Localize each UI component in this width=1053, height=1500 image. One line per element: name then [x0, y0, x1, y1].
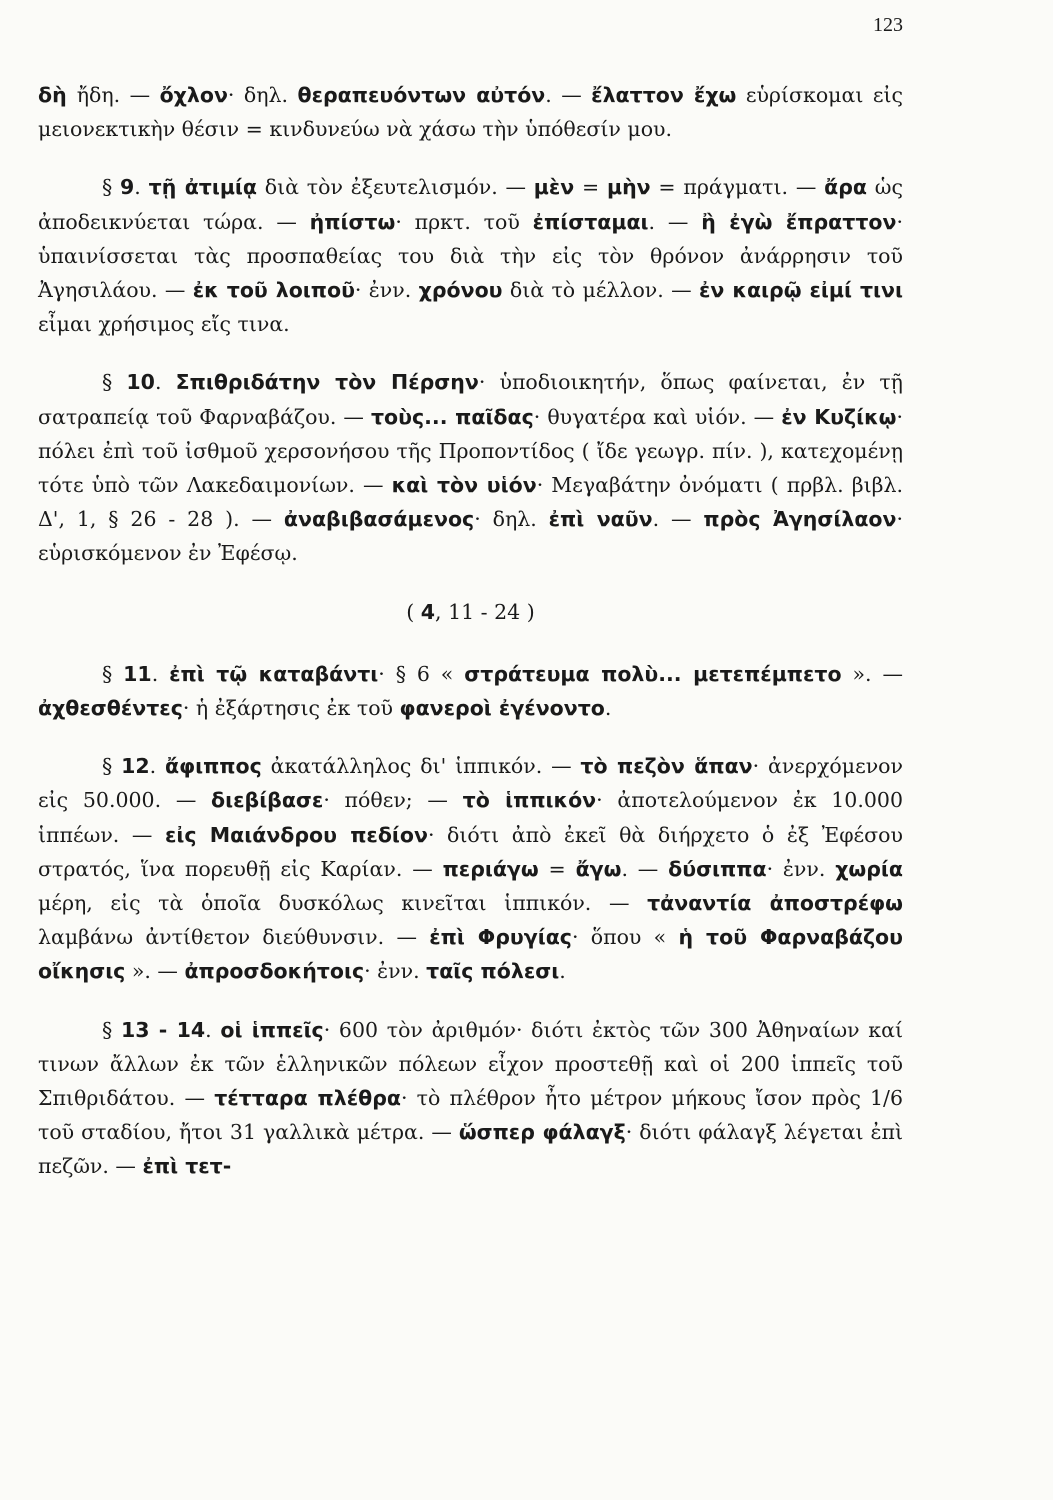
lemma-term: 11: [123, 661, 152, 686]
commentary-run: , 11 - 24 ): [435, 599, 535, 624]
lemma-term: δύσιππα: [668, 856, 767, 881]
commentary-run: · διότι φάλαγξ λέγεται ἐπὶ πεζῶν. —: [38, 1120, 903, 1179]
lemma-term: ἀναβιβασάμενος: [283, 507, 475, 532]
lemma-term: ἐπὶ τετ-: [142, 1154, 232, 1179]
commentary-run: §: [102, 754, 122, 779]
lemma-term: 13 - 14: [120, 1017, 206, 1042]
lemma-term: θεραπευόντων αὐτόν: [297, 83, 546, 107]
commentary-run: · δηλ.: [474, 507, 549, 532]
commentary-run: εὑρίσκομαι εἰς μειονεκτικὴν θέσιν = κινδυνεύω νὰ χάσω τὴν ὑπόθεσίν μου.: [38, 83, 903, 142]
commentary-run: εἶμαι χρήσιμος εἴς τινα.: [38, 312, 290, 337]
commentary-run: · ἐνν.: [766, 856, 836, 881]
commentary-run: · ὅπου «: [571, 925, 679, 950]
lemma-term: ἠπίστω: [309, 209, 396, 234]
commentary-run: · πρκτ. τοῦ: [395, 209, 533, 234]
paragraph: [38, 78, 903, 146]
commentary-run: =: [574, 175, 607, 200]
lemma-term: χρόνου: [418, 278, 503, 303]
lemma-term: μὲν: [533, 175, 575, 200]
commentary-run: · ἀποτελούμενον ἐκ 10.000 ἱππέων. —: [38, 788, 903, 847]
commentary-run: .: [604, 696, 612, 721]
commentary-run: · ὑπαινίσσεται τὰς προσπαθείας του διὰ τὴν εἰς τὸν θρόνον ἀνάρρησιν τοῦ Ἀγησιλάου. —: [38, 209, 903, 303]
lemma-term: τῇ ἀτιμίᾳ: [148, 175, 257, 200]
lemma-term: ἢ ἐγὼ ἔπραττον: [701, 209, 897, 234]
commentary-run: λαμβάνω ἀντίθετον διεύθυνσιν. —: [38, 925, 430, 950]
commentary-run: . —: [621, 856, 669, 881]
commentary-run: .: [134, 175, 149, 200]
commentary-run: διὰ τὸ μέλλον. —: [502, 278, 700, 303]
commentary-run: · ὑποδιοικητήν, ὅπως φαίνεται, ἐν τῇ σατραπείᾳ τοῦ Φαρναβάζου. —: [38, 370, 903, 429]
commentary-run: · ἐνν.: [354, 278, 419, 303]
lemma-term: ἐν Κυζίκῳ: [781, 404, 897, 429]
commentary-run: =: [538, 856, 576, 881]
lemma-term: Σπιθριδάτην τὸν Πέρσην: [175, 370, 479, 395]
commentary-run: .: [559, 959, 566, 984]
paragraph-section-9: [38, 170, 903, 341]
lemma-term: ὄχλον: [159, 83, 228, 107]
commentary-run: · 600 τὸν ἀριθμόν· διότι ἐκτὸς τῶν 300 Ἀθηναίων καί τινων ἄλλων ἐκ τῶν ἑλληνικῶν πόλεων εἶχον προστεθῇ καὶ οἱ 200 ἱππεῖς τοῦ Σπιθριδάτου. —: [38, 1017, 903, 1111]
lemma-term: χωρία: [835, 856, 903, 881]
lemma-term: ταῖς πόλεσι: [426, 959, 560, 984]
lemma-term: οἱ ἱππεῖς: [220, 1017, 324, 1042]
lemma-term: ἔλαττον ἔχω: [591, 83, 737, 107]
commentary-run: · εὑρισκόμενον ἐν Ἐφέσῳ.: [38, 507, 903, 566]
lemma-term: εἰς Μαιάνδρου πεδίον: [165, 822, 428, 847]
commentary-run: · διότι ἀπὸ ἐκεῖ θὰ διήρχετο ὁ ἐξ Ἐφέσου στρατός, ἵνα πορευθῇ εἰς Καρίαν. —: [38, 822, 903, 881]
lemma-term: ἐπὶ τῷ καταβάντι: [169, 661, 379, 686]
commentary-run: ». —: [841, 661, 903, 686]
lemma-term: τὸ πεζὸν ἅπαν: [580, 754, 753, 779]
commentary-run: = πράγματι. —: [650, 175, 825, 200]
lemma-term: ἄφιππος: [164, 754, 262, 779]
lemma-term: ἡ τοῦ Φαρναβάζου οἴκησις: [38, 925, 903, 984]
lemma-term: στράτευμα πολὺ... μετεπέμπετο: [464, 661, 842, 686]
commentary-run: · § 6 «: [378, 661, 465, 686]
lemma-term: 10: [126, 370, 155, 395]
lemma-term: ἐπὶ ναῦν: [548, 507, 653, 532]
commentary-run: · ἐνν.: [364, 959, 427, 984]
commentary-run: . —: [652, 507, 704, 532]
commentary-run: §: [102, 175, 121, 200]
commentary-run: · τὸ πλέθρον ἦτο μέτρον μήκους ἴσον πρὸς 1/6 τοῦ σταδίου, ἤτοι 31 γαλλικὰ μέτρα. —: [38, 1086, 903, 1145]
commentary-run: · πόθεν; —: [323, 788, 463, 813]
commentary-run: . —: [545, 83, 592, 107]
commentary-run: .: [205, 1017, 221, 1042]
commentary-run: ἤδη. —: [76, 83, 160, 107]
paragraph-section-12: [38, 749, 903, 988]
paragraph-section-13-14: [38, 1013, 903, 1184]
lemma-term: ἄρα: [824, 175, 867, 200]
lemma-term: φανεροὶ ἐγένοντο: [399, 696, 605, 721]
commentary-run: · ἡ ἐξάρτησις ἐκ τοῦ: [182, 696, 400, 721]
commentary-run: (: [406, 599, 421, 624]
paragraph-section-11: [38, 657, 903, 725]
lemma-term: ὥσπερ φάλαγξ: [458, 1120, 626, 1145]
commentary-run: · δηλ.: [227, 83, 298, 107]
commentary-run: .: [151, 661, 170, 686]
lemma-term: τὸ ἱππικόν: [462, 788, 597, 813]
commentary-run: .: [149, 754, 165, 779]
lemma-term: ἀχθεσθέντες: [38, 696, 183, 721]
lemma-term: τἀναντία ἀποστρέφω: [647, 891, 903, 916]
lemma-term: μὴν: [607, 175, 651, 200]
page-number: 123: [873, 14, 903, 36]
lemma-term: 9: [120, 175, 135, 200]
chapter-reference-heading: [38, 595, 903, 629]
commentary-run: · ἀνερχόμενον εἰς 50.000. —: [38, 754, 903, 813]
lemma-term: ἄγω: [575, 856, 622, 881]
commentary-text: [38, 78, 903, 1208]
lemma-term: περιάγω: [442, 856, 539, 881]
lemma-term: δὴ: [38, 83, 77, 107]
commentary-run: · Μεγαβάτην ὀνόματι ( πρβλ. βιβλ. Δ', 1, § 26 - 28 ). —: [38, 473, 904, 532]
lemma-term: καὶ τὸν υἱόν: [391, 473, 537, 498]
lemma-term: ἐκ τοῦ λοιποῦ: [192, 278, 355, 303]
lemma-term: διεβίβασε: [211, 788, 324, 813]
commentary-run: · πόλει ἐπὶ τοῦ ἰσθμοῦ χερσονήσου τῆς Προποντίδος ( ἴδε γεωγρ. πίν. ), κατεχομένῃ τότε ὑπὸ τῶν Λακεδαιμονίων. —: [38, 404, 903, 498]
commentary-run: · θυγατέρα καὶ υἱόν. —: [533, 404, 782, 429]
commentary-run: §: [102, 1017, 121, 1042]
paragraph-section-10: [38, 365, 903, 570]
lemma-term: ἐπὶ Φρυγίας: [429, 925, 572, 950]
commentary-run: μέρη, εἰς τὰ ὁποῖα δυσκόλως κινεῖται ἱππικόν. —: [38, 891, 648, 916]
commentary-run: §: [102, 661, 124, 686]
lemma-term: 4: [420, 599, 436, 624]
commentary-run: §: [102, 370, 127, 395]
commentary-run: ὡς ἀποδεικνύεται τώρα. —: [38, 175, 903, 234]
commentary-run: .: [154, 370, 176, 395]
commentary-run: ἀκατάλληλος δι' ἱππικόν. —: [261, 754, 581, 779]
lemma-term: τοὺς... παῖδας: [370, 404, 534, 429]
commentary-run: διὰ τὸν ἐξευτελισμόν. —: [257, 175, 534, 200]
lemma-term: πρὸς Ἀγησίλαον: [703, 507, 897, 532]
lemma-term: ἐν καιρῷ εἰμί τινι: [699, 278, 903, 303]
lemma-term: τέτταρα πλέθρα: [214, 1086, 401, 1111]
lemma-term: ἐπίσταμαι: [532, 209, 649, 234]
lemma-term: ἀπροσδοκήτοις: [184, 959, 365, 984]
commentary-run: ». —: [125, 959, 185, 984]
lemma-term: 12: [121, 754, 150, 779]
commentary-run: . —: [648, 209, 702, 234]
